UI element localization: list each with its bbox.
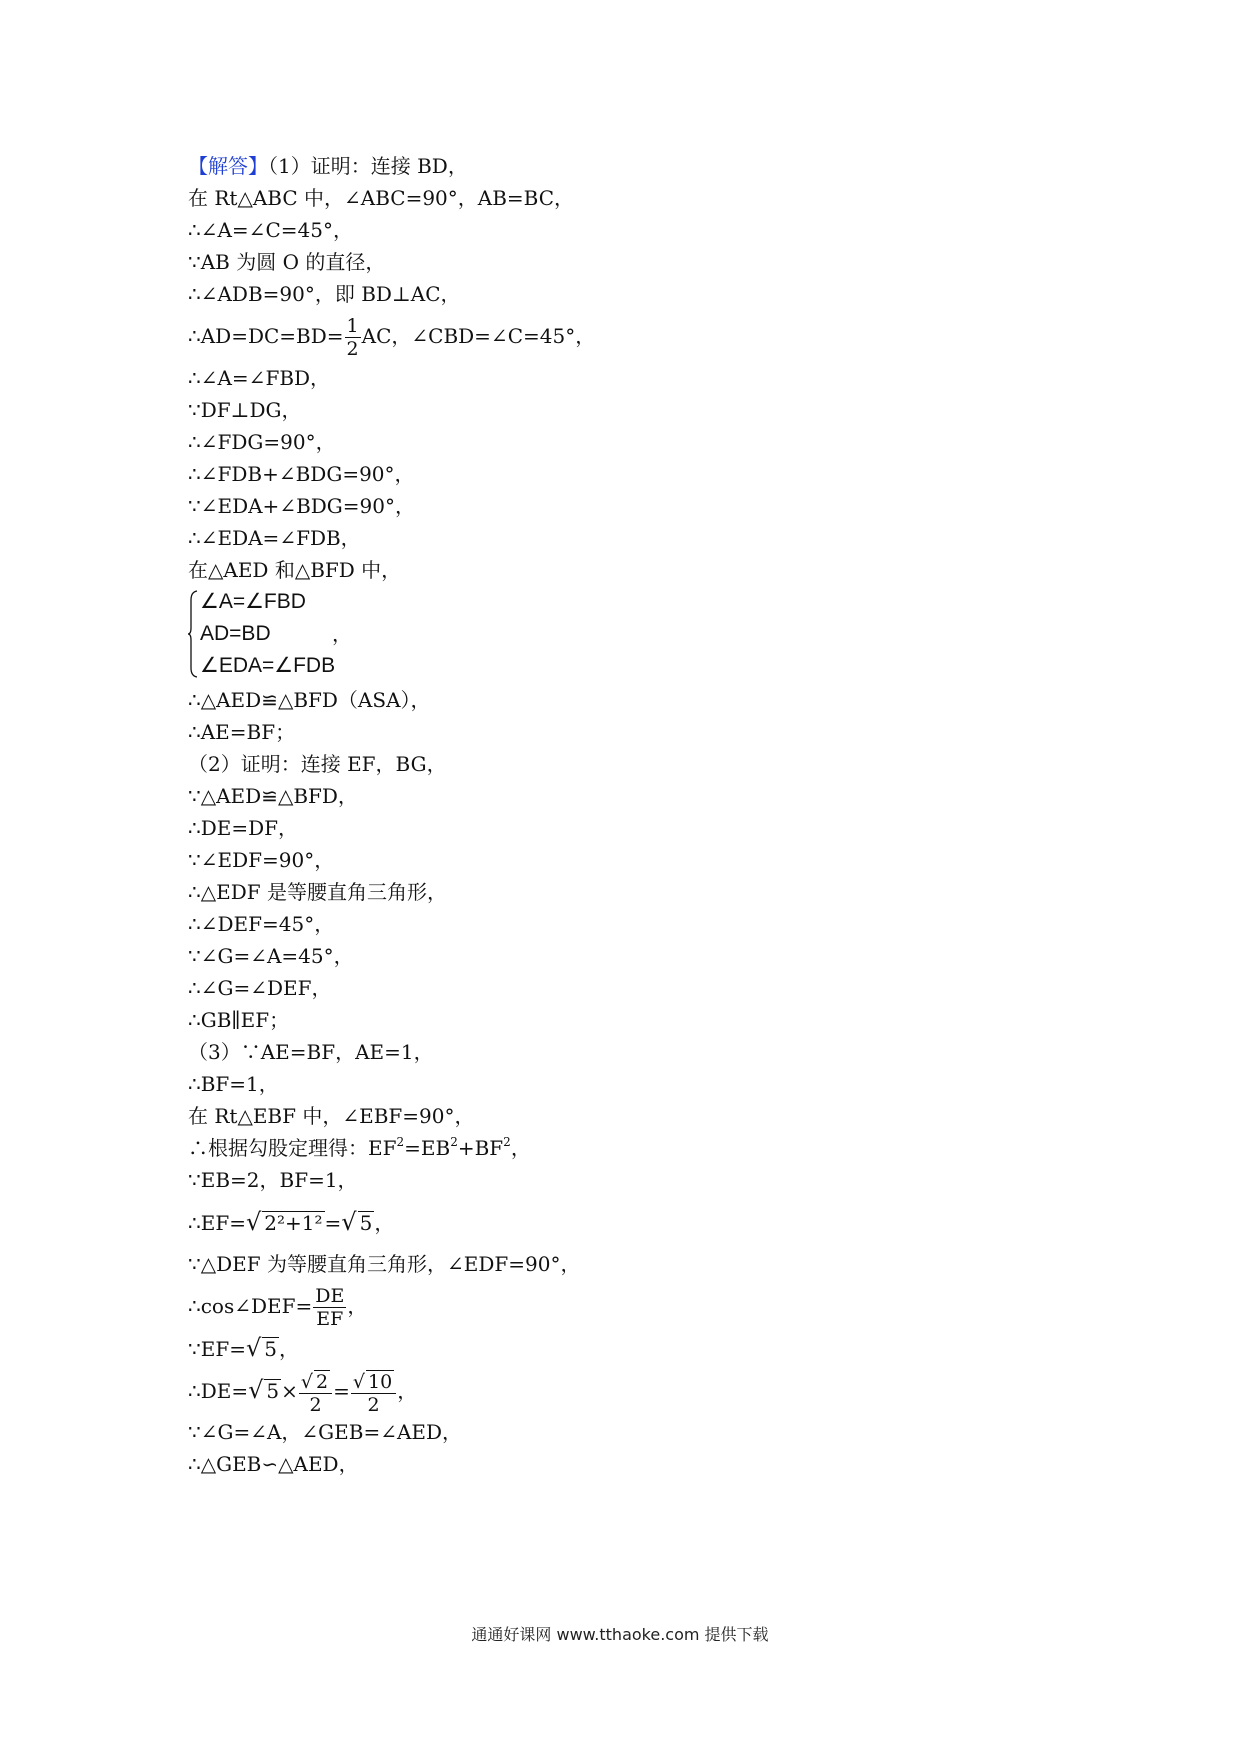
answer-label: 【解答】 (188, 154, 268, 178)
solution-line: ∵△DEF 为等腰直角三角形，∠EDF=90°， (188, 1252, 581, 1276)
system-line: AD=BD (200, 622, 271, 645)
fraction-de-ef: $\frac{DE}{EF}$ (315, 1285, 345, 1330)
solution-line: ∴GB∥EF； (188, 1008, 290, 1032)
solution-line: ∴△AED≌△BFD（ASA）， (188, 688, 431, 712)
sqrt-icon: √ (248, 1376, 264, 1404)
solution-line: ∵∠G=∠A=45°， (188, 944, 354, 968)
solution-line: ∴∠A=∠FBD， (188, 366, 331, 390)
solution-line: ∴DE=DF， (188, 816, 299, 840)
page-footer: 通通好课网 www.tthaoke.com 提供下载 (471, 1625, 769, 1644)
solution-line: 【解答】（1）证明：连接 BD， (188, 154, 468, 178)
solution-body (188, 150, 1088, 1480)
solution-line: ∵∠EDA+∠BDG=90°， (188, 494, 415, 518)
solution-line: ∴△EDF 是等腰直角三角形， (188, 880, 447, 904)
solution-line: ∴∠FDB+∠BDG=90°， (188, 462, 415, 486)
solution-line-fraction: ∴cos∠DEF= $\frac{DE}{EF}$ ， (188, 1285, 368, 1330)
solution-line-fraction: ∴DE=√ 5 × $\frac{√ 2}{2}$ = $\frac{√ 10}{2}$ ， (188, 1370, 418, 1416)
solution-line-fraction: ∴AD=DC=BD= $\frac{1}{2}$ AC，∠CBD=∠C=45°， (188, 315, 596, 360)
sqrt-icon: √ (245, 1334, 262, 1362)
solution-line: ∵DF⊥DG， (188, 398, 302, 422)
solution-line: ∵∠EDF=90°， (188, 848, 335, 872)
solution-line: ∵EB=2，BF=1， (188, 1168, 358, 1192)
system-comma: ， (332, 622, 352, 646)
solution-line: 在 Rt△ABC 中，∠ABC=90°，AB=BC， (188, 186, 575, 210)
solution-line: ∴AE=BF； (188, 720, 296, 744)
solution-line: 在△AED 和△BFD 中， (188, 558, 402, 582)
solution-line: ∴∠FDG=90°， (188, 430, 336, 454)
solution-line: （3）∵AE=BF，AE=1， (188, 1040, 434, 1064)
system-line: ∠EDA=∠FDB (200, 654, 336, 677)
solution-line: ∴△GEB∽△AED， (188, 1452, 359, 1476)
sqrt-icon: √ (245, 1208, 262, 1236)
solution-line-sqrt: ∵EF=√ 5 ， (188, 1334, 299, 1362)
sqrt-icon: √ (341, 1208, 357, 1236)
solution-line-pythagoras: ∴根据勾股定理得：$EF^2=EB^2+BF^2$， (188, 1135, 531, 1160)
fraction-sqrt10-over-2: $\frac{√ 10}{2}$ (351, 1370, 396, 1416)
solution-line: ∴∠A=∠C=45°， (188, 218, 353, 242)
solution-line: ∵∠G=∠A，∠GEB=∠AED， (188, 1420, 463, 1444)
fraction-one-half: $\frac{1}{2}$ (346, 315, 359, 360)
left-brace-icon (188, 590, 198, 678)
solution-line: ∵△AED≌△BFD， (188, 784, 358, 808)
solution-line: ∴BF=1， (188, 1072, 279, 1096)
solution-line: 在 Rt△EBF 中，∠EBF=90°， (188, 1104, 475, 1128)
solution-line-sqrt: ∴EF=√ 2²+1² =√ 5 ， (188, 1208, 395, 1236)
solution-line: ∴∠ADB=90°，即 BD⊥AC， (188, 282, 461, 306)
solution-line: ∴∠DEF=45°， (188, 912, 335, 936)
solution-line: ∵AB 为圆 O 的直径， (188, 250, 386, 274)
sqrt-icon: √ (352, 1370, 365, 1393)
fraction-sqrt2-over-2: $\frac{√ 2}{2}$ (299, 1370, 332, 1416)
equation-system (188, 586, 1088, 684)
solution-line: ∴∠EDA=∠FDB， (188, 526, 361, 550)
sqrt-icon: √ (300, 1370, 314, 1393)
system-line: ∠A=∠FBD (200, 590, 306, 613)
solution-line: ∴∠G=∠DEF， (188, 976, 332, 1000)
solution-line: （2）证明：连接 EF，BG， (188, 752, 447, 776)
